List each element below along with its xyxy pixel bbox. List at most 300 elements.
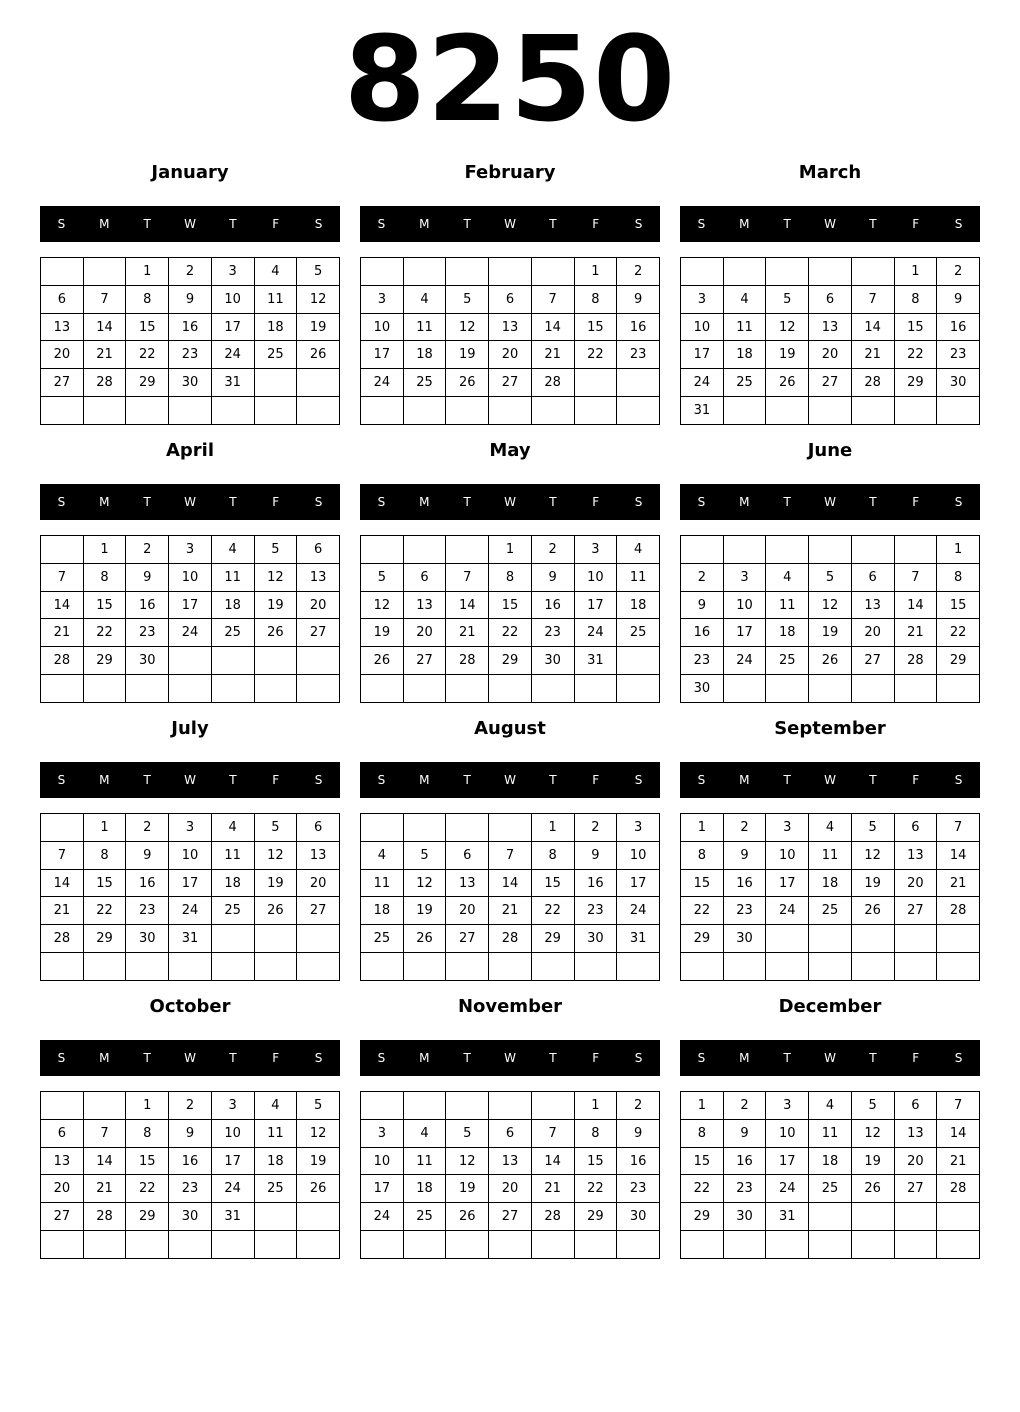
- day-cell: [211, 953, 254, 981]
- week-row: [41, 1147, 340, 1175]
- day-cell: [83, 1092, 126, 1120]
- day-cell: 20: [297, 869, 340, 897]
- day-cell: 4: [211, 814, 254, 842]
- week-row: [681, 814, 980, 842]
- day-cell: 14: [83, 1147, 126, 1175]
- day-cell: [297, 397, 340, 425]
- day-cell: [574, 369, 617, 397]
- month-july: [40, 714, 340, 947]
- day-cell: 26: [403, 925, 446, 953]
- day-cell: 29: [574, 1203, 617, 1231]
- week-row: [681, 925, 980, 953]
- day-cell: 9: [126, 563, 169, 591]
- day-cell: 23: [169, 341, 212, 369]
- week-row: [41, 1092, 340, 1120]
- day-cell: 13: [489, 1147, 532, 1175]
- day-cell: [169, 1231, 212, 1259]
- day-cell: 29: [83, 925, 126, 953]
- week-row: [361, 1231, 660, 1259]
- weekday-label: S: [954, 1051, 963, 1065]
- day-cell: 25: [254, 341, 297, 369]
- week-row: [41, 591, 340, 619]
- day-cell: 26: [446, 369, 489, 397]
- day-cell: [403, 1231, 446, 1259]
- day-cell: 20: [41, 341, 84, 369]
- month-name: August: [474, 718, 546, 739]
- day-cell: 27: [41, 1203, 84, 1231]
- day-cell: 17: [681, 341, 724, 369]
- day-cell: [41, 536, 84, 564]
- day-cell: 20: [403, 619, 446, 647]
- day-cell: [937, 1203, 980, 1231]
- day-cell: 17: [617, 869, 660, 897]
- day-cell: 8: [489, 563, 532, 591]
- month-march: [680, 158, 980, 419]
- day-cell: 28: [851, 369, 894, 397]
- day-cell: [531, 675, 574, 703]
- day-cell: 4: [809, 1092, 852, 1120]
- weekday-label: S: [697, 495, 706, 509]
- day-cell: 17: [723, 619, 766, 647]
- weekday-label: S: [954, 773, 963, 787]
- day-cell: 17: [169, 591, 212, 619]
- weekday-label: F: [592, 773, 600, 787]
- day-cell: [723, 953, 766, 981]
- day-cell: [403, 814, 446, 842]
- day-cell: 29: [126, 369, 169, 397]
- weekday-label: S: [57, 773, 66, 787]
- weekday-label: T: [143, 1051, 151, 1065]
- day-cell: 20: [894, 1147, 937, 1175]
- day-cell: [851, 1231, 894, 1259]
- day-cell: [83, 675, 126, 703]
- day-cell: 14: [851, 313, 894, 341]
- day-cell: 12: [766, 313, 809, 341]
- day-grid: [680, 1091, 980, 1259]
- day-grid: [360, 535, 660, 703]
- day-cell: 19: [851, 869, 894, 897]
- weekday-header: [40, 1040, 340, 1076]
- day-cell: 2: [169, 1092, 212, 1120]
- day-cell: 26: [297, 1175, 340, 1203]
- weekday-label: T: [229, 773, 237, 787]
- day-cell: 24: [766, 897, 809, 925]
- weekday-label: T: [229, 495, 237, 509]
- weekday-header: [360, 1040, 660, 1076]
- day-cell: 25: [403, 1203, 446, 1231]
- day-cell: [403, 397, 446, 425]
- weekday-label: M: [99, 495, 110, 509]
- day-cell: 13: [41, 1147, 84, 1175]
- day-cell: 16: [681, 619, 724, 647]
- day-cell: 3: [211, 1092, 254, 1120]
- day-cell: 5: [446, 1119, 489, 1147]
- week-row: [41, 841, 340, 869]
- weekday-label: S: [377, 495, 386, 509]
- day-cell: [766, 925, 809, 953]
- day-cell: 16: [574, 869, 617, 897]
- day-cell: 16: [126, 869, 169, 897]
- day-cell: 13: [894, 1119, 937, 1147]
- day-cell: 3: [361, 285, 404, 313]
- day-cell: 7: [41, 563, 84, 591]
- day-cell: [446, 814, 489, 842]
- day-cell: 8: [574, 1119, 617, 1147]
- week-row: [41, 1175, 340, 1203]
- day-cell: 6: [403, 563, 446, 591]
- day-cell: [403, 1092, 446, 1120]
- day-cell: 7: [83, 285, 126, 313]
- weekday-header: [360, 484, 660, 520]
- week-row: [361, 341, 660, 369]
- day-cell: 20: [894, 869, 937, 897]
- day-cell: 10: [617, 841, 660, 869]
- day-grid: [680, 535, 980, 703]
- week-row: [361, 925, 660, 953]
- weekday-label: T: [869, 495, 877, 509]
- week-row: [681, 1175, 980, 1203]
- weekday-label: T: [463, 217, 471, 231]
- week-row: [681, 258, 980, 286]
- day-cell: 11: [211, 563, 254, 591]
- week-row: [681, 869, 980, 897]
- day-cell: 24: [211, 341, 254, 369]
- day-cell: 9: [126, 841, 169, 869]
- day-cell: 23: [531, 619, 574, 647]
- day-cell: 9: [617, 1119, 660, 1147]
- day-cell: 24: [766, 1175, 809, 1203]
- weekday-label: T: [783, 1051, 791, 1065]
- day-cell: 27: [41, 369, 84, 397]
- day-cell: 5: [446, 285, 489, 313]
- day-cell: 19: [851, 1147, 894, 1175]
- day-cell: [446, 536, 489, 564]
- day-cell: 1: [83, 814, 126, 842]
- day-cell: 15: [531, 869, 574, 897]
- week-row: [361, 1147, 660, 1175]
- day-cell: 24: [169, 619, 212, 647]
- day-cell: 31: [169, 925, 212, 953]
- weekday-label: F: [272, 1051, 280, 1065]
- week-row: [681, 397, 980, 425]
- day-cell: [126, 397, 169, 425]
- weekday-label: W: [824, 773, 836, 787]
- day-cell: [937, 397, 980, 425]
- day-cell: [254, 397, 297, 425]
- day-cell: 22: [531, 897, 574, 925]
- week-row: [361, 397, 660, 425]
- weekday-header: [360, 206, 660, 242]
- day-cell: 5: [297, 1092, 340, 1120]
- week-row: [361, 1175, 660, 1203]
- day-cell: [169, 953, 212, 981]
- day-cell: [489, 1231, 532, 1259]
- day-cell: 8: [681, 841, 724, 869]
- day-cell: [617, 1231, 660, 1259]
- day-cell: 13: [894, 841, 937, 869]
- day-cell: 10: [574, 563, 617, 591]
- day-cell: 28: [41, 647, 84, 675]
- day-cell: 5: [851, 814, 894, 842]
- weekday-label: S: [697, 217, 706, 231]
- week-row: [41, 897, 340, 925]
- day-cell: 1: [574, 258, 617, 286]
- day-cell: 13: [851, 591, 894, 619]
- weekday-label: T: [549, 217, 557, 231]
- day-cell: [361, 397, 404, 425]
- day-cell: 8: [126, 285, 169, 313]
- weekday-label: M: [739, 1051, 750, 1065]
- weekday-label: S: [377, 217, 386, 231]
- day-cell: 5: [254, 814, 297, 842]
- day-cell: 8: [937, 563, 980, 591]
- day-cell: [446, 675, 489, 703]
- day-cell: [169, 397, 212, 425]
- weekday-label: S: [954, 217, 963, 231]
- week-row: [681, 1147, 980, 1175]
- day-cell: [489, 258, 532, 286]
- day-cell: [83, 1231, 126, 1259]
- day-cell: 23: [126, 897, 169, 925]
- day-cell: 29: [681, 925, 724, 953]
- day-cell: 15: [681, 869, 724, 897]
- week-row: [361, 369, 660, 397]
- day-cell: 31: [766, 1203, 809, 1231]
- day-cell: 13: [41, 313, 84, 341]
- day-cell: 26: [446, 1203, 489, 1231]
- day-cell: 7: [41, 841, 84, 869]
- day-cell: 29: [937, 647, 980, 675]
- week-row: [361, 313, 660, 341]
- day-cell: [403, 536, 446, 564]
- day-cell: 8: [894, 285, 937, 313]
- day-cell: 17: [211, 1147, 254, 1175]
- week-row: [41, 953, 340, 981]
- day-cell: 2: [126, 536, 169, 564]
- month-name: January: [151, 162, 229, 183]
- day-cell: 21: [937, 1147, 980, 1175]
- day-cell: 15: [489, 591, 532, 619]
- day-cell: 5: [851, 1092, 894, 1120]
- weekday-label: M: [739, 495, 750, 509]
- day-cell: 10: [681, 313, 724, 341]
- day-cell: 28: [937, 897, 980, 925]
- day-cell: 14: [894, 591, 937, 619]
- day-cell: 30: [574, 925, 617, 953]
- week-row: [681, 369, 980, 397]
- weekday-header: [680, 1040, 980, 1076]
- day-cell: 17: [361, 341, 404, 369]
- day-cell: [851, 1203, 894, 1231]
- day-cell: 23: [723, 897, 766, 925]
- day-cell: 23: [617, 1175, 660, 1203]
- day-cell: 10: [169, 563, 212, 591]
- day-cell: [574, 953, 617, 981]
- day-cell: 29: [489, 647, 532, 675]
- day-cell: 22: [574, 341, 617, 369]
- day-cell: [211, 675, 254, 703]
- day-cell: 21: [41, 619, 84, 647]
- day-cell: 27: [446, 925, 489, 953]
- day-cell: 25: [211, 619, 254, 647]
- day-cell: 30: [681, 675, 724, 703]
- weekday-label: F: [912, 217, 920, 231]
- day-cell: [681, 258, 724, 286]
- day-cell: 19: [297, 313, 340, 341]
- day-cell: 2: [937, 258, 980, 286]
- month-september: [680, 714, 980, 947]
- day-cell: 9: [723, 841, 766, 869]
- weekday-label: W: [184, 495, 196, 509]
- day-cell: 21: [531, 1175, 574, 1203]
- week-row: [41, 814, 340, 842]
- day-cell: [297, 647, 340, 675]
- day-cell: 18: [809, 869, 852, 897]
- day-cell: 6: [489, 1119, 532, 1147]
- week-row: [681, 536, 980, 564]
- year-title: 8250: [343, 10, 677, 148]
- weekday-label: M: [419, 495, 430, 509]
- day-cell: 24: [617, 897, 660, 925]
- day-cell: 30: [126, 647, 169, 675]
- day-cell: 28: [531, 369, 574, 397]
- day-cell: 29: [83, 647, 126, 675]
- day-cell: [723, 536, 766, 564]
- month-name: September: [774, 718, 886, 739]
- day-cell: 25: [361, 925, 404, 953]
- day-cell: 22: [126, 1175, 169, 1203]
- weekday-label: F: [912, 773, 920, 787]
- day-cell: 31: [681, 397, 724, 425]
- day-cell: 4: [809, 814, 852, 842]
- day-cell: 1: [126, 1092, 169, 1120]
- week-row: [361, 953, 660, 981]
- day-cell: 9: [531, 563, 574, 591]
- day-cell: [41, 258, 84, 286]
- day-cell: 7: [937, 814, 980, 842]
- weekday-label: W: [504, 773, 516, 787]
- day-cell: 5: [361, 563, 404, 591]
- weekday-label: T: [229, 217, 237, 231]
- day-cell: 6: [446, 841, 489, 869]
- week-row: [41, 397, 340, 425]
- day-cell: 17: [169, 869, 212, 897]
- day-cell: 1: [894, 258, 937, 286]
- day-cell: 10: [211, 1119, 254, 1147]
- day-cell: [254, 1203, 297, 1231]
- day-cell: 6: [894, 814, 937, 842]
- week-row: [361, 536, 660, 564]
- day-cell: 21: [489, 897, 532, 925]
- day-cell: 14: [937, 1119, 980, 1147]
- day-cell: [681, 1231, 724, 1259]
- month-april: [40, 436, 340, 669]
- weekday-label: S: [314, 773, 323, 787]
- day-cell: [211, 397, 254, 425]
- day-cell: [211, 647, 254, 675]
- day-cell: 8: [126, 1119, 169, 1147]
- day-cell: [489, 675, 532, 703]
- day-cell: 15: [83, 591, 126, 619]
- day-cell: 8: [83, 563, 126, 591]
- weekday-label: T: [549, 495, 557, 509]
- day-cell: [851, 925, 894, 953]
- day-cell: 19: [446, 341, 489, 369]
- day-cell: 18: [211, 869, 254, 897]
- day-cell: 21: [446, 619, 489, 647]
- day-cell: [617, 369, 660, 397]
- weekday-label: T: [143, 495, 151, 509]
- week-row: [41, 563, 340, 591]
- day-cell: [297, 1231, 340, 1259]
- week-row: [681, 563, 980, 591]
- weekday-label: T: [783, 495, 791, 509]
- day-cell: [723, 258, 766, 286]
- day-cell: 13: [297, 563, 340, 591]
- day-cell: 10: [766, 841, 809, 869]
- week-row: [681, 313, 980, 341]
- week-row: [41, 675, 340, 703]
- day-cell: [531, 953, 574, 981]
- day-cell: 23: [723, 1175, 766, 1203]
- day-cell: 10: [723, 591, 766, 619]
- day-cell: [723, 397, 766, 425]
- day-cell: 4: [211, 536, 254, 564]
- day-cell: 14: [83, 313, 126, 341]
- week-row: [41, 1231, 340, 1259]
- day-cell: [937, 675, 980, 703]
- day-cell: 16: [126, 591, 169, 619]
- day-cell: 15: [937, 591, 980, 619]
- month-name: November: [457, 996, 563, 1017]
- day-cell: 26: [361, 647, 404, 675]
- day-cell: 9: [723, 1119, 766, 1147]
- month-name: October: [149, 996, 231, 1017]
- day-cell: 25: [403, 369, 446, 397]
- day-cell: 6: [894, 1092, 937, 1120]
- day-cell: 11: [211, 841, 254, 869]
- week-row: [681, 1092, 980, 1120]
- day-cell: [851, 675, 894, 703]
- day-cell: [403, 675, 446, 703]
- week-row: [361, 591, 660, 619]
- day-cell: 24: [574, 619, 617, 647]
- day-cell: [894, 1231, 937, 1259]
- day-cell: [937, 925, 980, 953]
- day-cell: 2: [126, 814, 169, 842]
- month-january: [40, 158, 340, 391]
- week-row: [361, 869, 660, 897]
- day-cell: [297, 675, 340, 703]
- week-row: [361, 1092, 660, 1120]
- weekday-label: T: [869, 773, 877, 787]
- day-cell: 12: [297, 285, 340, 313]
- weekday-label: M: [739, 217, 750, 231]
- day-cell: 18: [723, 341, 766, 369]
- day-cell: [681, 536, 724, 564]
- day-cell: [894, 953, 937, 981]
- day-cell: [361, 536, 404, 564]
- day-cell: 26: [254, 897, 297, 925]
- day-cell: 30: [169, 1203, 212, 1231]
- weekday-label: W: [184, 773, 196, 787]
- day-cell: [766, 675, 809, 703]
- day-cell: [851, 397, 894, 425]
- day-cell: 9: [169, 285, 212, 313]
- day-cell: [809, 397, 852, 425]
- weekday-label: S: [634, 495, 643, 509]
- day-cell: [617, 953, 660, 981]
